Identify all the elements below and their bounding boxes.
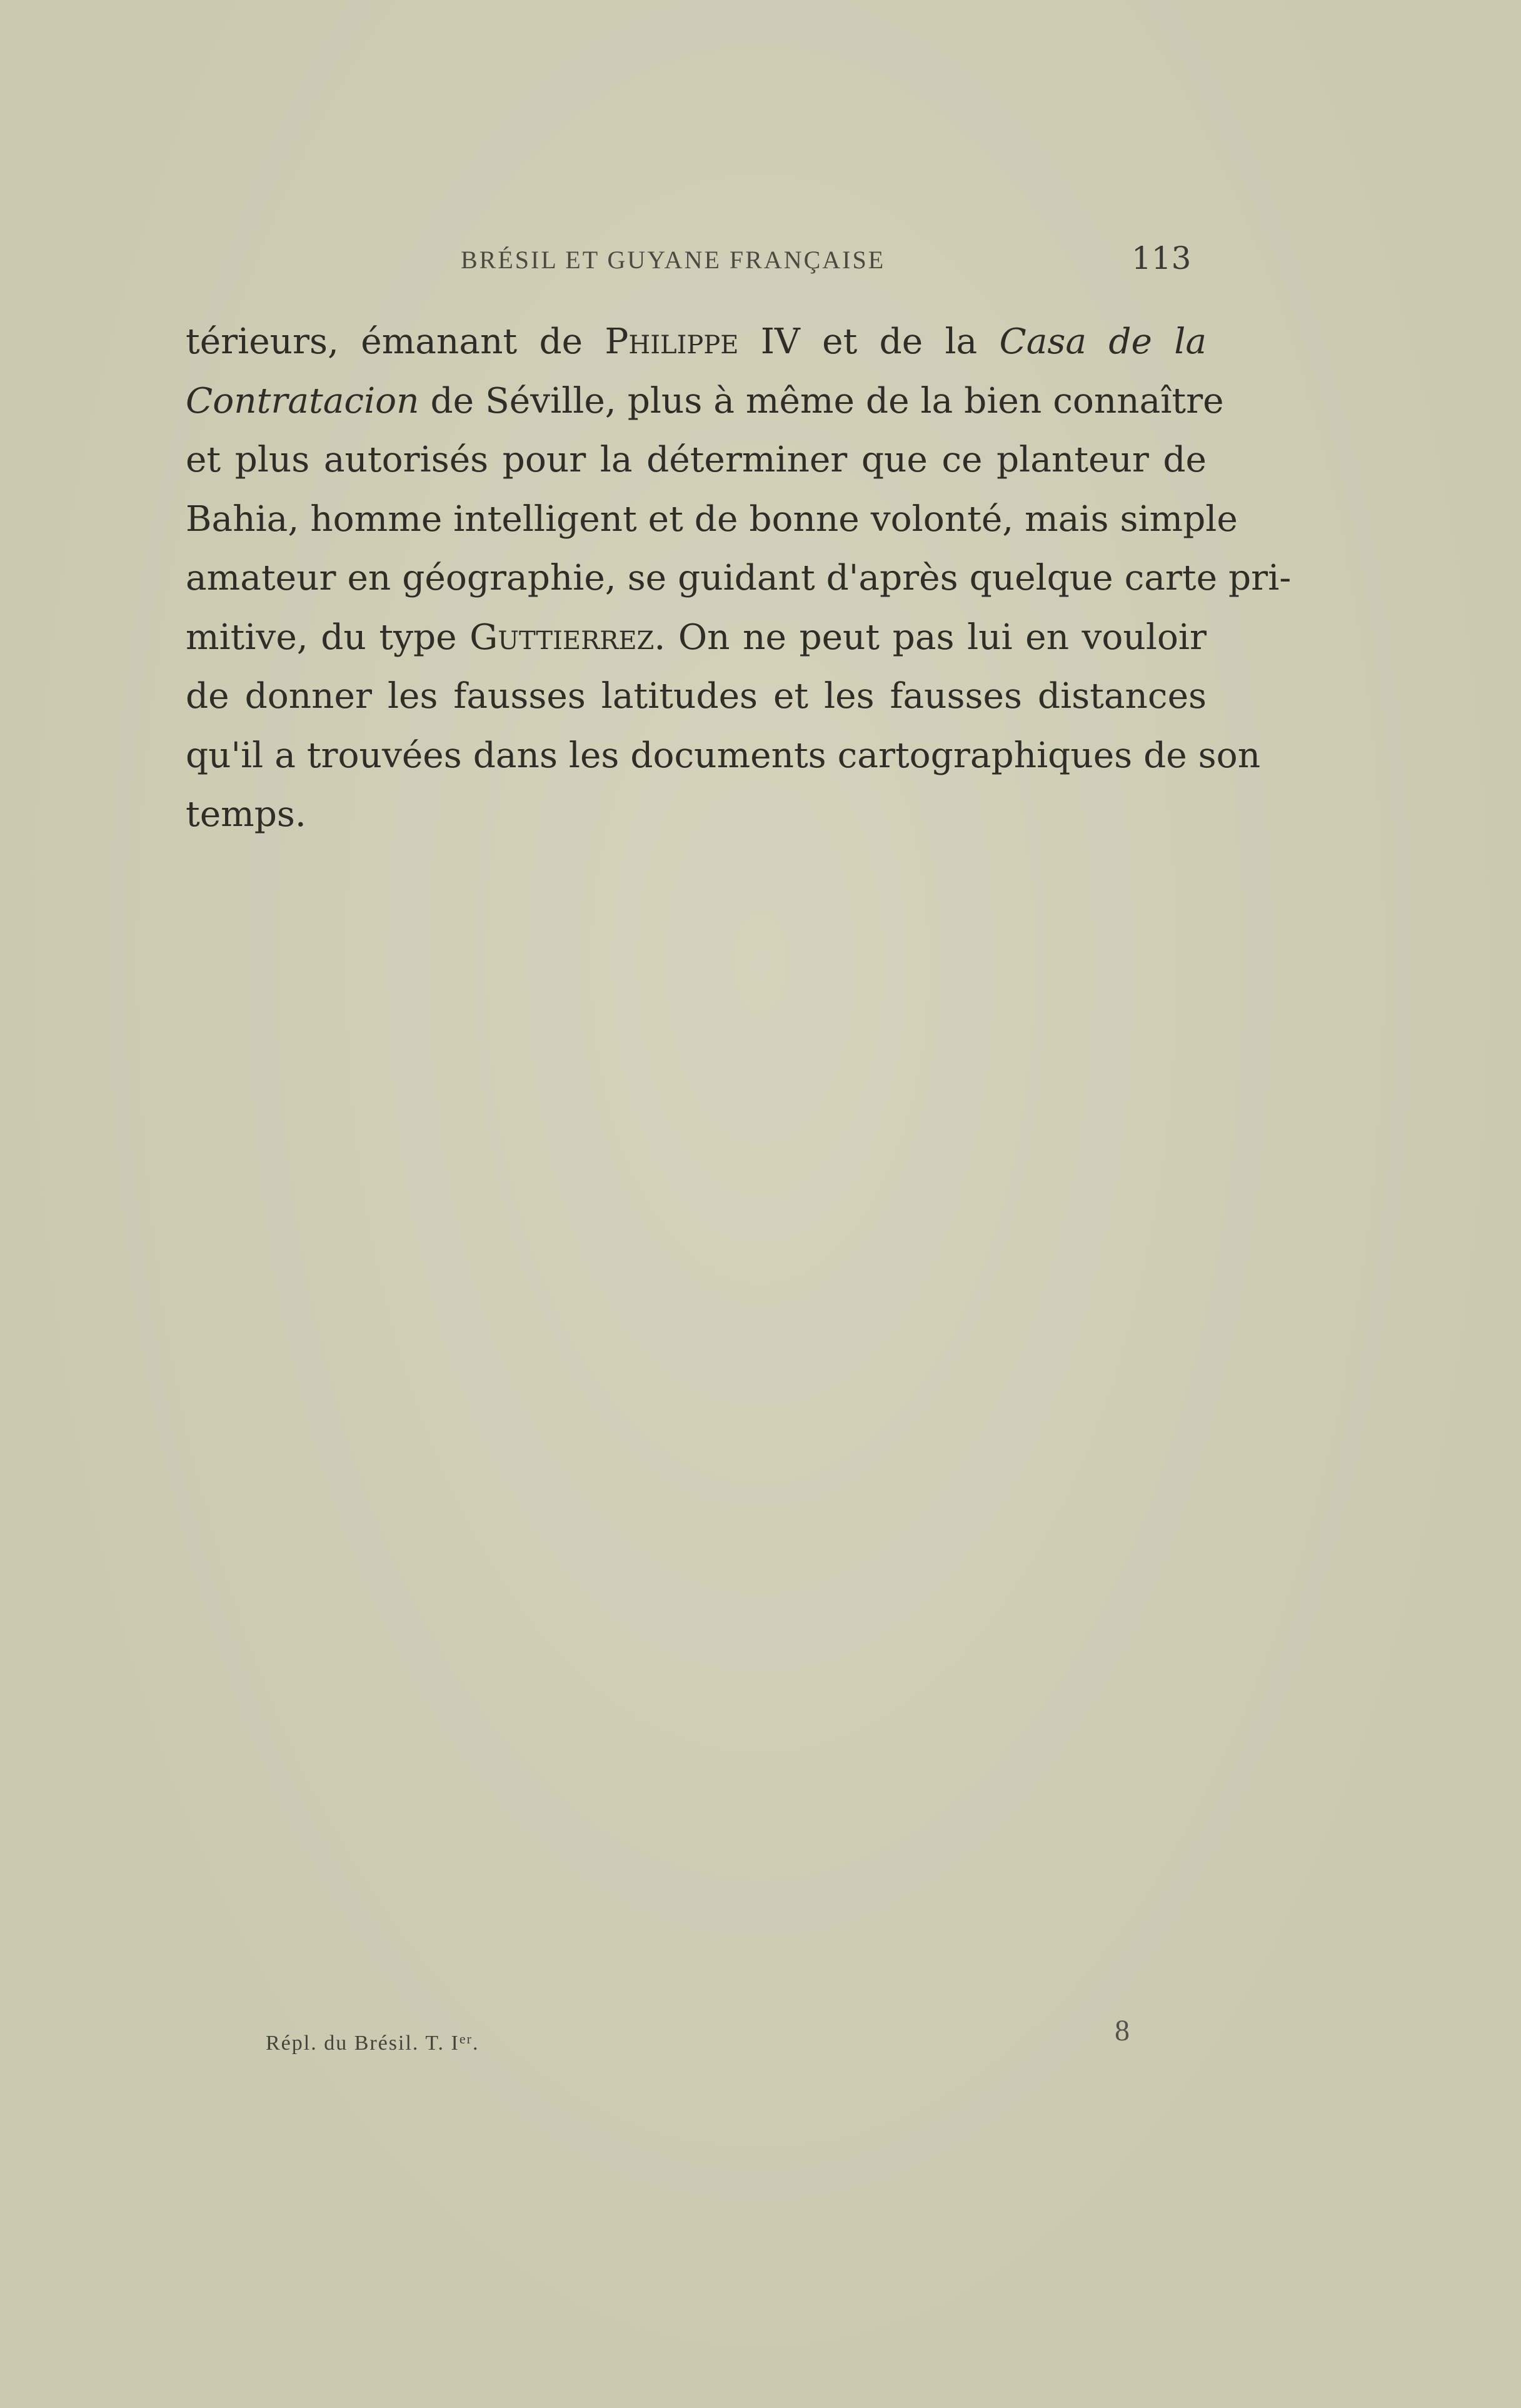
text-line-5: amateur en géographie, se guidant d'après quelque carte pri- (186, 558, 1292, 598)
name-philippe: Philippe (605, 321, 739, 362)
name-guttierrez: Guttierrez (469, 617, 655, 658)
text-line-2: Contratacion de Séville, plus à même de la bien connaître (186, 380, 1224, 421)
running-head: BRÉSIL ET GUYANE FRANÇAISE (461, 246, 886, 274)
page-number: 113 (1132, 240, 1192, 276)
italic-contratacion: Contratacion (186, 380, 419, 421)
text-line-6: mitive, du type Guttierrez. On ne peut pas lui en vouloir (186, 617, 1207, 658)
italic-casa-de-la: Casa de la (999, 321, 1207, 362)
text-line-7: de donner les fausses latitudes et les fausses distances (186, 676, 1207, 717)
text-line-8: qu'il a trouvées dans les documents cartographiques de son (186, 735, 1261, 776)
printer-signature: Répl. du Brésil. T. Ier. (266, 2031, 479, 2055)
text-line-3: et plus autorisés pour la déterminer que ce planteur de (186, 440, 1207, 480)
text-line-1: térieurs, émanant de Philippe IV et de la Casa de la (186, 321, 1207, 362)
sheet-number: 8 (1115, 2014, 1130, 2047)
body-text (186, 313, 1292, 845)
text-line-9: temps. (186, 794, 306, 835)
text-line-4: Bahia, homme intelligent et de bonne volonté, mais simple (186, 498, 1238, 540)
